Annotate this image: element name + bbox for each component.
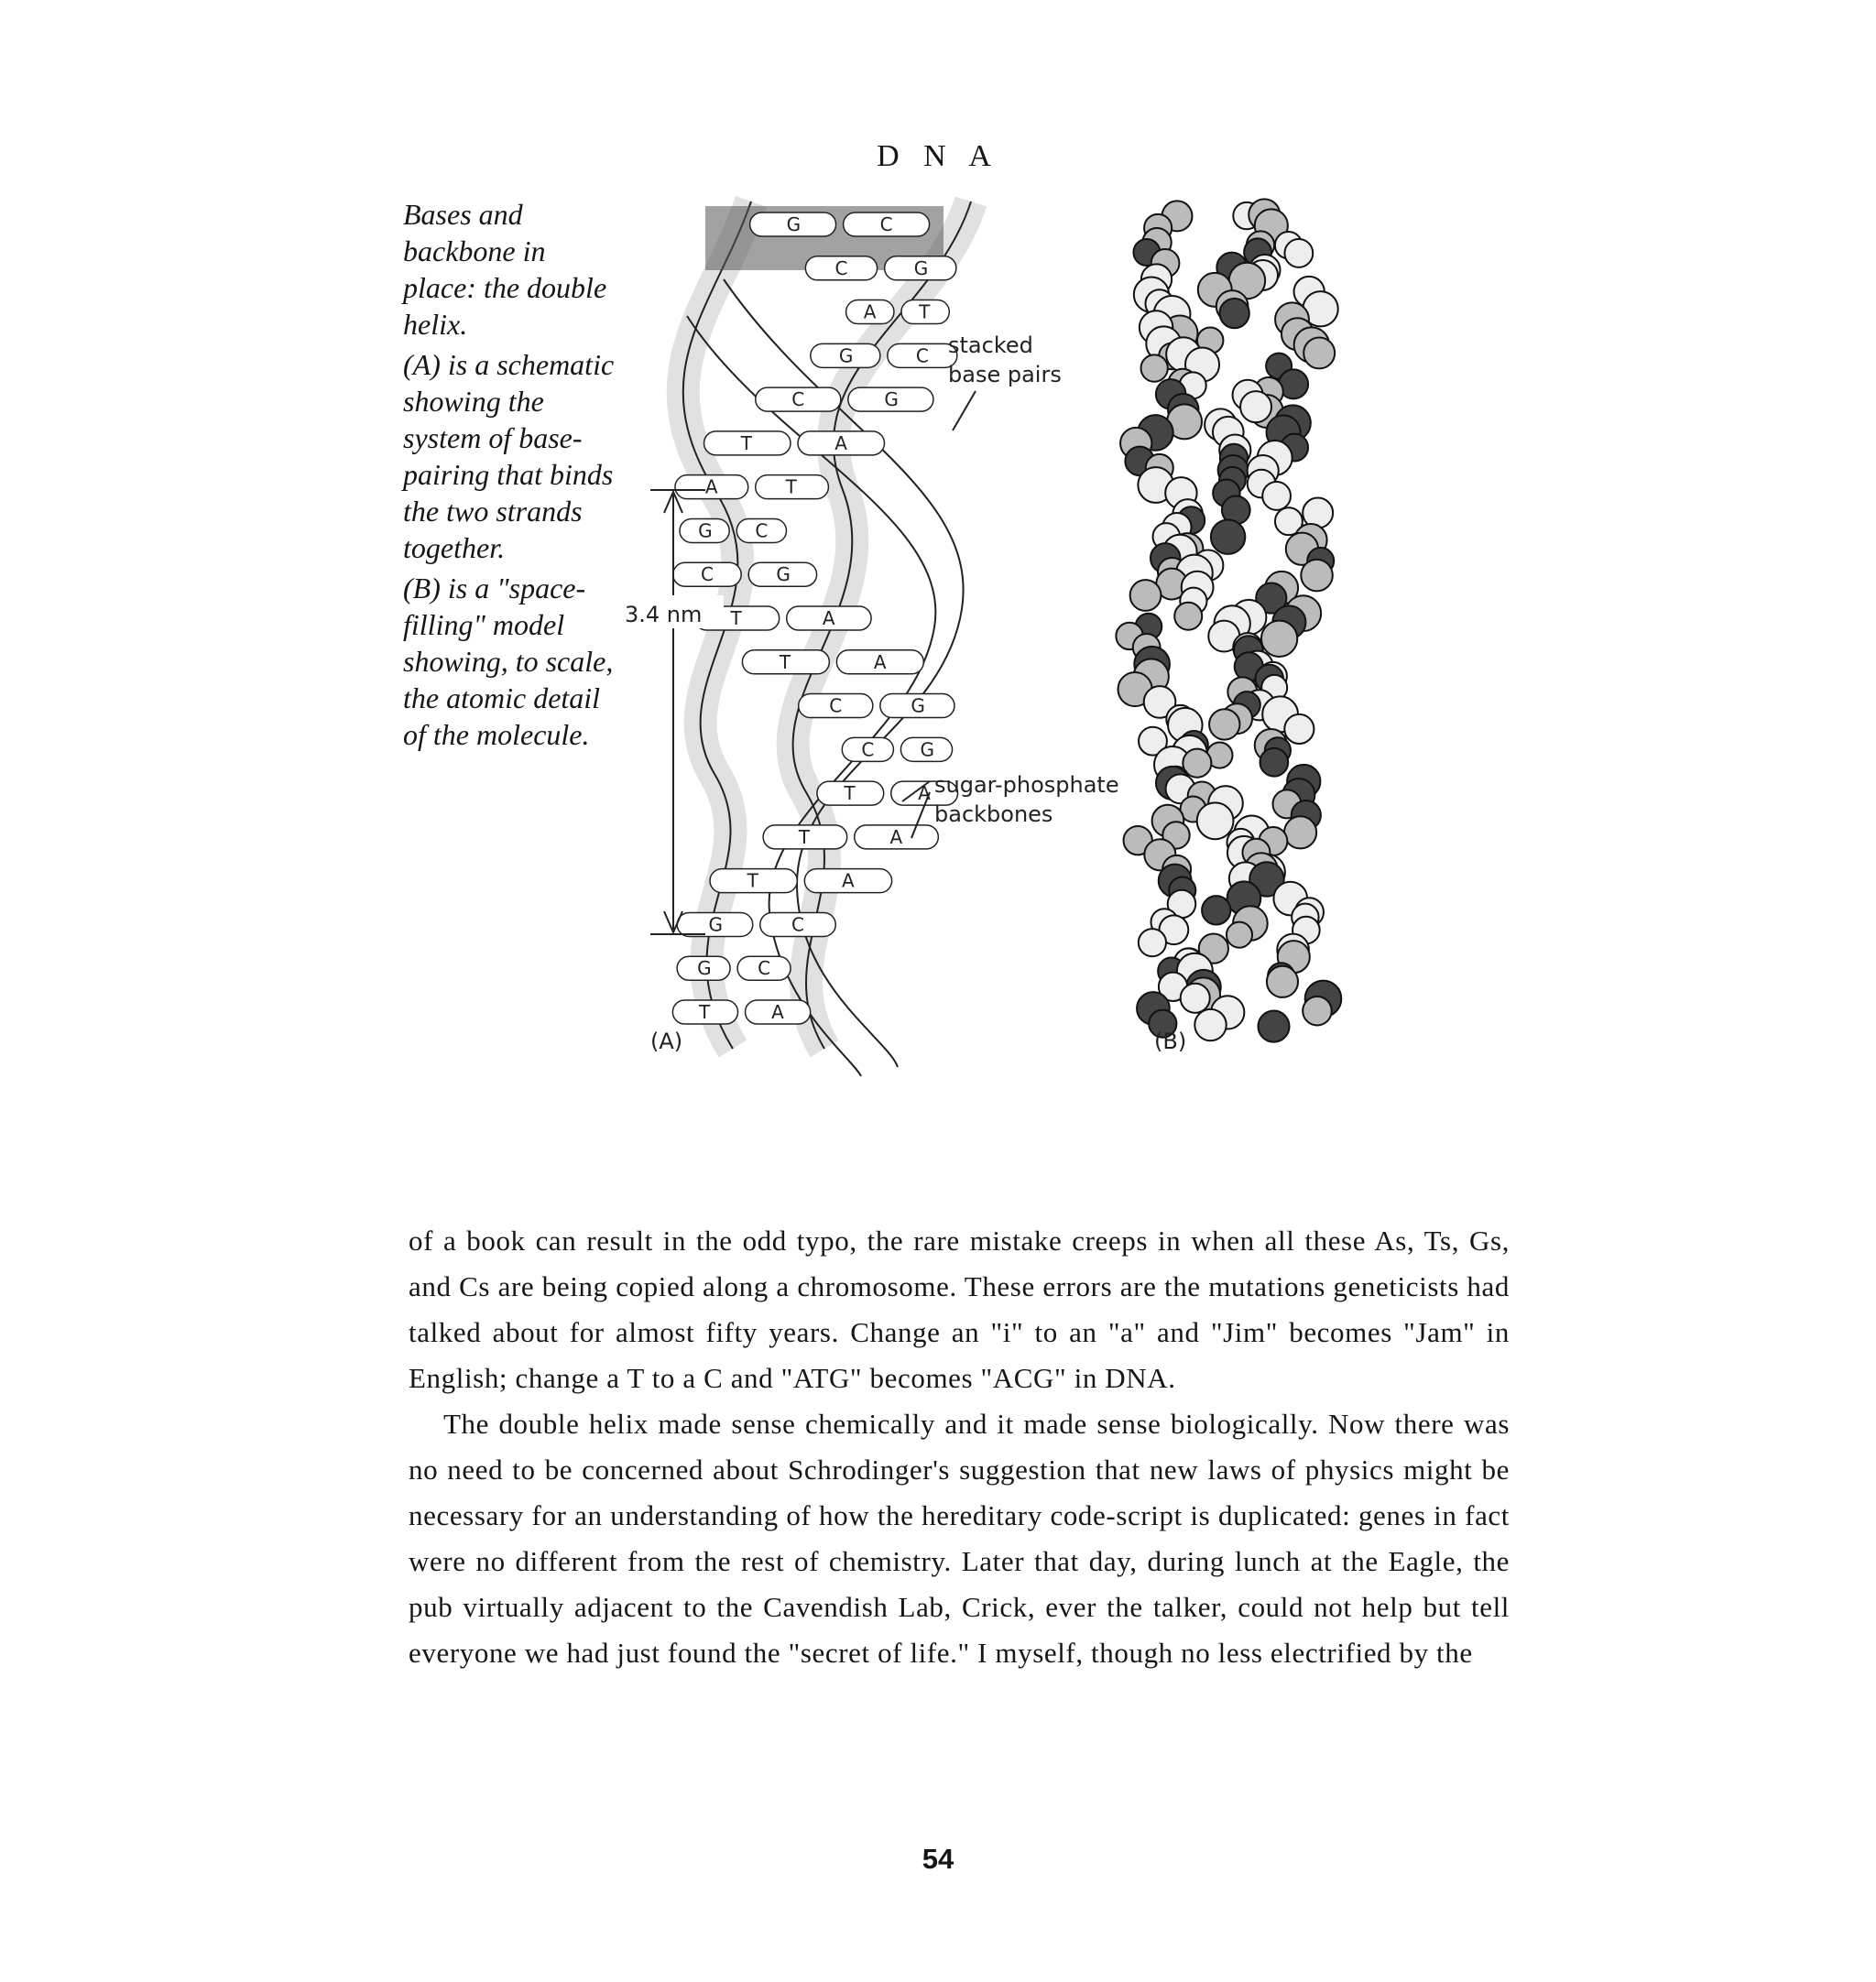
panel-a-schematic-helix bbox=[672, 201, 971, 1076]
base-letter: A bbox=[822, 607, 835, 629]
base-pair bbox=[672, 1000, 810, 1024]
atom-sphere bbox=[1194, 1009, 1226, 1040]
caption-line-panel-b: (B) is a "space-filling" model showing, to scale, the atomic detail of the molecule. bbox=[403, 572, 614, 751]
atom-sphere bbox=[1227, 922, 1252, 948]
base-letter: C bbox=[791, 913, 804, 936]
base-letter: T bbox=[747, 869, 758, 892]
base-letter: G bbox=[911, 694, 925, 717]
dna-figure bbox=[586, 188, 1521, 1113]
base-pair bbox=[677, 956, 791, 980]
base-pair bbox=[710, 869, 892, 893]
atom-sphere bbox=[1260, 748, 1288, 777]
base-pair bbox=[675, 475, 828, 499]
atom-sphere bbox=[1240, 391, 1271, 422]
callout-backbone-line1: sugar-phosphate bbox=[934, 772, 1119, 798]
base-letter: C bbox=[915, 344, 929, 367]
base-letter: A bbox=[873, 650, 887, 673]
base-letter: G bbox=[697, 957, 712, 980]
atom-sphere bbox=[1258, 1011, 1289, 1042]
atom-sphere bbox=[1261, 621, 1297, 657]
atom-sphere bbox=[1303, 996, 1332, 1026]
base-letter: T bbox=[740, 431, 752, 454]
callout-stacked-base-pairs bbox=[948, 332, 1062, 430]
panel-b-label: (B) bbox=[1154, 1029, 1187, 1054]
base-letter: G bbox=[708, 913, 723, 936]
base-pair bbox=[704, 431, 884, 455]
atom-sphere bbox=[1197, 802, 1234, 839]
callout-stacked-line2: base pairs bbox=[948, 362, 1062, 387]
base-letter: C bbox=[879, 213, 893, 235]
base-letter: A bbox=[918, 782, 931, 805]
atom-sphere bbox=[1262, 482, 1291, 510]
base-letter: T bbox=[844, 782, 856, 805]
atom-sphere bbox=[1139, 929, 1166, 956]
base-letter: A bbox=[771, 1001, 784, 1023]
panel-a-label: (A) bbox=[650, 1029, 683, 1054]
atom-sphere bbox=[1219, 299, 1249, 328]
atom-sphere bbox=[1267, 966, 1298, 997]
atom-sphere bbox=[1209, 709, 1239, 739]
base-letter: C bbox=[755, 519, 769, 542]
atom-sphere bbox=[1284, 816, 1316, 848]
callout-backbone-line2: backbones bbox=[934, 801, 1053, 827]
atom-sphere bbox=[1130, 580, 1162, 611]
base-letter: A bbox=[863, 300, 877, 323]
body-text bbox=[409, 1218, 1510, 1676]
atom-sphere bbox=[1284, 239, 1313, 267]
atom-sphere bbox=[1284, 714, 1314, 744]
base-letter: A bbox=[834, 431, 847, 454]
atom-sphere bbox=[1181, 984, 1210, 1013]
base-letter: G bbox=[786, 213, 802, 235]
atom-sphere bbox=[1211, 519, 1245, 553]
base-pair bbox=[677, 912, 835, 936]
base-letter: T bbox=[730, 607, 742, 629]
base-letter: C bbox=[791, 388, 805, 411]
atom-sphere bbox=[1303, 337, 1335, 368]
base-letter: A bbox=[889, 825, 903, 848]
base-letter: T bbox=[779, 650, 791, 673]
callout-stacked-line1: stacked bbox=[948, 332, 1033, 358]
base-pair bbox=[842, 737, 952, 761]
running-head: D N A bbox=[877, 139, 999, 173]
base-letter: T bbox=[798, 825, 811, 848]
base-letter: C bbox=[861, 738, 875, 761]
base-letter: G bbox=[838, 344, 854, 367]
body-paragraph-2: The double helix made sense chemically and it made sense biologically. Now there was no need to be concerned about Schrodinger's suggestion that new laws of physics might be necessary for an understanding of how the hereditary code-script is duplicated: genes in fact were no different from the rest of chemistry. Later that day, during lunch at the Eagle, the pub virtually adjacent to the Cavendish Lab, Crick, ever the talker, could not help but tell everyone we had just found the "secret of life." I myself, though no less electrified by the bbox=[409, 1408, 1510, 1669]
base-letter: T bbox=[785, 475, 797, 498]
base-pair bbox=[799, 694, 954, 718]
base-letter: G bbox=[698, 519, 713, 542]
base-letter: A bbox=[704, 475, 718, 498]
base-letter: G bbox=[920, 738, 934, 761]
caption-line-panel-a: (A) is a schematic showing the system of base-pairing that binds the two strands together. bbox=[403, 348, 615, 564]
base-letter: A bbox=[841, 869, 855, 892]
page-number: 54 bbox=[922, 1843, 954, 1875]
body-paragraph-1: of a book can result in the odd typo, the rare mistake creeps in when all these As, Ts, Gs, and Cs are being copied along a chromosome. These errors are the mutations geneticists had talked about for almost fifty years. Change an "i" to an "a" and "Jim" becomes "Jam" in English; change a T to a C and "ATG" becomes "ACG" in DNA. bbox=[409, 1225, 1510, 1394]
base-letter: G bbox=[913, 256, 929, 279]
base-letter: G bbox=[776, 563, 791, 586]
base-letter: C bbox=[700, 563, 714, 586]
base-letter: T bbox=[698, 1001, 711, 1023]
atom-sphere bbox=[1174, 603, 1202, 630]
caption-line-intro: Bases and backbone in place: the double helix. bbox=[403, 198, 607, 341]
atom-sphere bbox=[1301, 560, 1332, 591]
base-letter: T bbox=[919, 300, 931, 323]
panel-b-space-filling-model bbox=[1116, 199, 1341, 1041]
base-letter: G bbox=[884, 388, 899, 411]
base-letter: C bbox=[758, 957, 771, 980]
atom-sphere bbox=[1202, 896, 1230, 924]
base-letter: C bbox=[829, 694, 843, 717]
atom-sphere bbox=[1141, 354, 1168, 381]
scale-label: 3.4 nm bbox=[625, 602, 703, 627]
base-letter: C bbox=[834, 256, 848, 279]
